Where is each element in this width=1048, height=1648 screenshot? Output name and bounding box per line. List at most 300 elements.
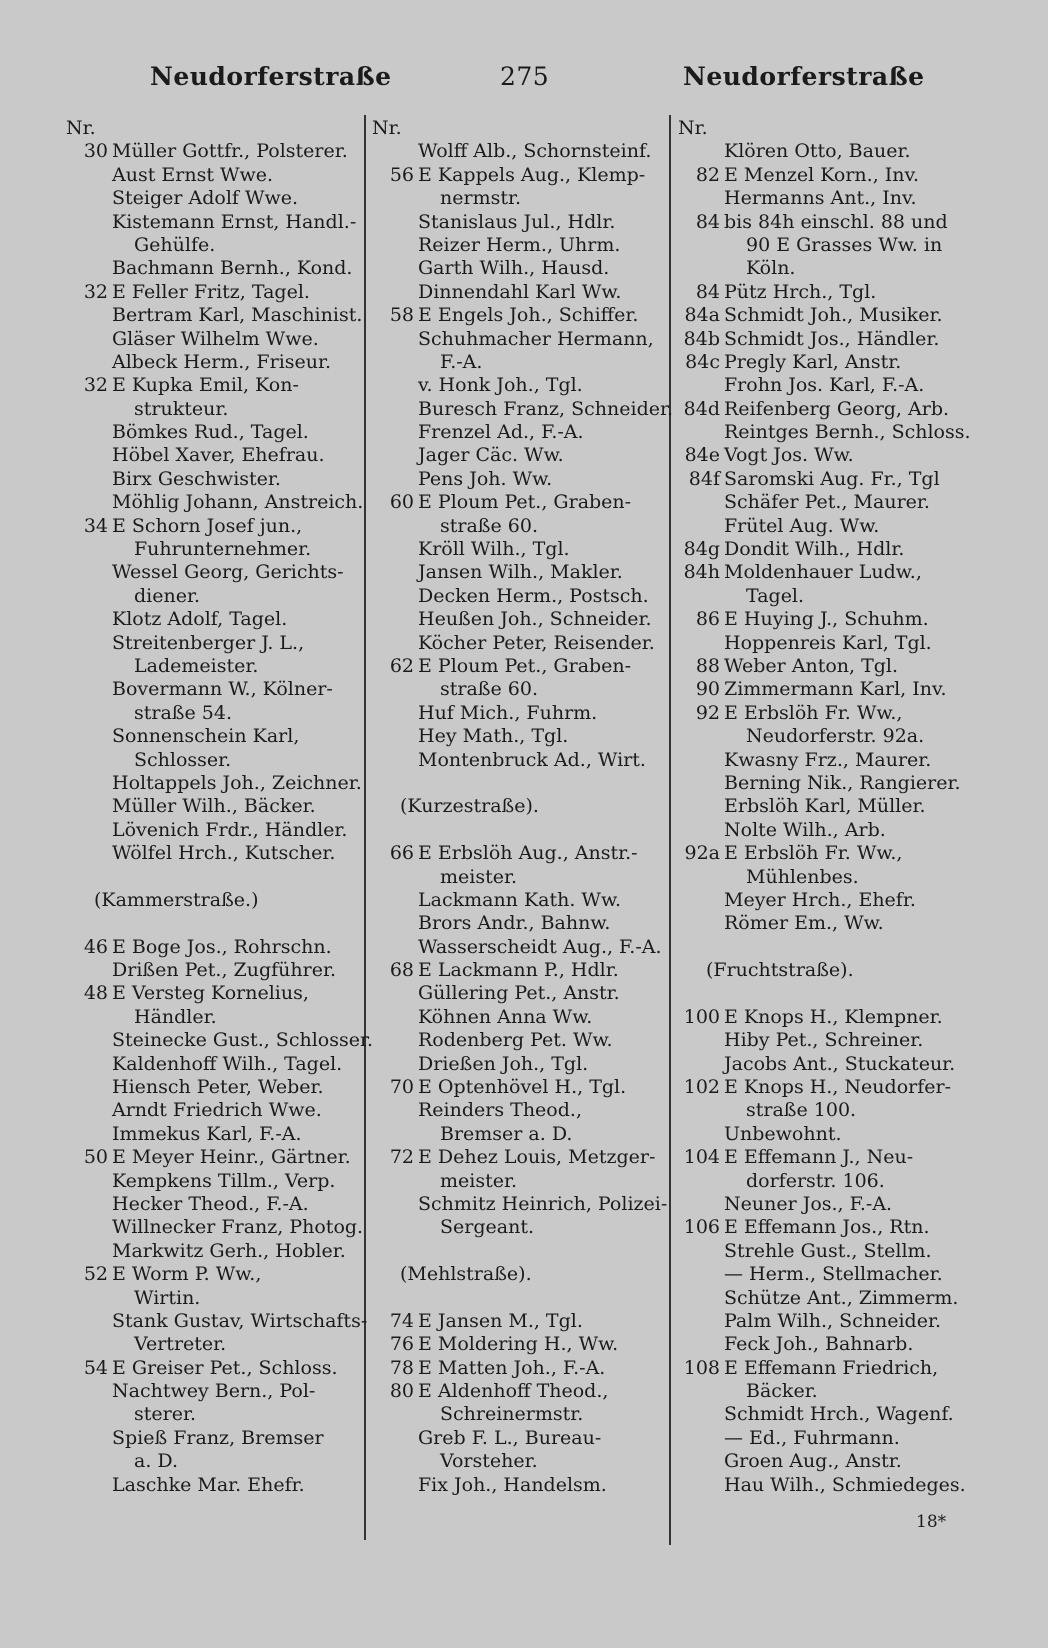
spacer <box>60 538 112 561</box>
entry-text: Kaldenhoff Wilh., Tagel. <box>112 1052 343 1075</box>
directory-entry <box>672 398 972 421</box>
house-number <box>366 608 418 631</box>
spacer <box>60 1403 112 1426</box>
directory-entry <box>672 1310 972 1333</box>
house-number <box>60 351 112 374</box>
directory-entry <box>366 140 666 163</box>
entry-text: Frohn Jos. Karl, F.-A. <box>724 374 925 397</box>
directory-entry <box>366 1193 666 1216</box>
directory-entry <box>366 959 666 982</box>
house-number <box>366 585 418 608</box>
entry-text: Höbel Xaver, Ehefrau. <box>112 444 325 467</box>
entry-text: Sonnenschein Karl, <box>112 725 300 748</box>
directory-entry <box>366 444 666 467</box>
spacer <box>60 1333 112 1356</box>
entry-continuation <box>672 234 972 257</box>
directory-entry <box>60 936 360 959</box>
house-number: 84d <box>683 397 720 420</box>
entry-text: Kwasny Frz., Maurer. <box>724 748 932 771</box>
directory-entry <box>366 842 666 865</box>
directory-entry <box>366 1333 666 1356</box>
entry-text: Birx Geschwister. <box>112 467 281 490</box>
directory-entry <box>366 281 666 304</box>
house-number: 70 <box>389 1076 414 1099</box>
directory-entry <box>672 912 972 935</box>
entry-continuation <box>60 702 360 725</box>
spacer <box>672 936 972 959</box>
directory-entry <box>60 1123 360 1146</box>
entry-text: Hiensch Peter, Weber. <box>112 1076 324 1099</box>
house-number <box>60 959 112 982</box>
directory-entry <box>672 328 972 351</box>
entry-text: E Jansen M., Tgl. <box>418 1309 583 1332</box>
entry-text: Hey Math., Tgl. <box>418 725 569 748</box>
directory-entry <box>60 1427 360 1450</box>
entry-text: Weber Anton, Tgl. <box>724 654 899 677</box>
directory-entry <box>672 1287 972 1310</box>
house-number <box>672 819 724 842</box>
house-number <box>366 1029 418 1052</box>
house-number <box>672 374 724 397</box>
house-number <box>366 444 418 467</box>
house-number <box>60 1029 112 1052</box>
entry-text: Schütze Ant., Zimmerm. <box>724 1286 959 1309</box>
house-number: 102 <box>683 1076 720 1099</box>
house-number <box>672 187 724 210</box>
house-number <box>366 1474 418 1497</box>
entry-continuation <box>672 725 972 748</box>
signature-mark: 18* <box>916 1512 947 1532</box>
directory-entry <box>672 772 972 795</box>
directory-entry <box>60 772 360 795</box>
entry-continuation <box>366 351 666 374</box>
entry-text: Schreinermstr. <box>440 1403 584 1426</box>
entry-text: Strehle Gust., Stellm. <box>724 1239 932 1262</box>
directory-entry <box>366 1006 666 1029</box>
house-number: 58 <box>389 304 414 327</box>
house-number <box>60 772 112 795</box>
entry-text: E Menzel Korn., Inv. <box>724 163 920 186</box>
entry-text: Jacobs Ant., Stuckateur. <box>724 1052 956 1075</box>
house-number <box>366 211 418 234</box>
directory-entry <box>672 749 972 772</box>
number-column-heading: Nr. <box>372 117 402 139</box>
house-number <box>672 1263 724 1286</box>
entry-text: Reinders Theod., <box>418 1099 582 1122</box>
entry-text: Bovermann W., Kölner- <box>112 678 333 701</box>
directory-entry <box>672 1450 972 1473</box>
directory-entry <box>366 1029 666 1052</box>
entry-text: diener. <box>134 584 200 607</box>
entry-text: — Ed., Fuhrmann. <box>724 1426 900 1449</box>
directory-entry <box>672 819 972 842</box>
directory-entry <box>60 1240 360 1263</box>
spacer <box>60 702 112 725</box>
entry-text: E Meyer Heinr., Gärtner. <box>112 1146 351 1169</box>
entry-text: E Matten Joh., F.-A. <box>418 1356 606 1379</box>
directory-entry <box>366 1310 666 1333</box>
entry-text: meister. <box>440 865 518 888</box>
house-number <box>60 632 112 655</box>
entry-text: Bertram Karl, Maschinist. <box>112 304 363 327</box>
entry-text: Groen Aug., Anstr. <box>724 1450 902 1473</box>
house-number <box>366 468 418 491</box>
entry-continuation <box>60 1333 360 1356</box>
column-1 <box>60 117 373 1497</box>
house-number <box>366 1006 418 1029</box>
entry-text: Fix Joh., Handelsm. <box>418 1473 607 1496</box>
house-number: 84a <box>684 304 720 327</box>
spacer <box>366 1450 418 1473</box>
house-number <box>60 211 112 234</box>
directory-entry <box>366 468 666 491</box>
directory-entry <box>366 702 666 725</box>
entry-continuation <box>672 1099 972 1122</box>
directory-entry <box>672 655 972 678</box>
house-number <box>672 795 724 818</box>
directory-entry <box>366 632 666 655</box>
house-number <box>60 1380 112 1403</box>
directory-entry <box>60 1357 360 1380</box>
directory-entry <box>366 1146 666 1169</box>
entry-text: Lackmann Kath. Ww. <box>418 888 622 911</box>
house-number <box>672 1474 724 1497</box>
entry-text: Markwitz Gerh., Hobler. <box>112 1239 346 1262</box>
entry-continuation <box>60 538 360 561</box>
entry-text: Meyer Hrch., Ehefr. <box>724 888 916 911</box>
house-number <box>672 515 724 538</box>
entry-text: Heußen Joh., Schneider. <box>418 608 652 631</box>
spacer <box>366 1170 418 1193</box>
entry-text: dorferstr. 106. <box>746 1169 885 1192</box>
entry-continuation <box>366 515 666 538</box>
entry-text: straße 60. <box>440 514 538 537</box>
directory-entry <box>60 1263 360 1286</box>
entry-text: Bremser a. D. <box>440 1122 573 1145</box>
directory-entry <box>672 1029 972 1052</box>
directory-entry <box>366 585 666 608</box>
entry-continuation <box>366 1403 666 1426</box>
house-number: 54 <box>83 1356 108 1379</box>
entry-text: Stank Gustav, Wirtschafts- <box>112 1309 368 1332</box>
entry-text: F.-A. <box>440 350 483 373</box>
entry-text: E Lackmann P., Hdlr. <box>418 959 619 982</box>
house-number <box>60 725 112 748</box>
entry-text: Köhnen Anna Ww. <box>418 1005 593 1028</box>
entry-text: Möhlig Johann, Anstreich. <box>112 491 364 514</box>
directory-entry <box>60 678 360 701</box>
spacer <box>366 1216 418 1239</box>
entry-text: E Engels Joh., Schiffer. <box>418 304 639 327</box>
entry-text: Bömkes Rud., Tagel. <box>112 421 309 444</box>
directory-entry <box>60 515 360 538</box>
spacer <box>672 1380 724 1403</box>
cross-street-heading: (Kurzestraße). <box>400 795 539 818</box>
entry-text: Jager Cäc. Ww. <box>418 444 564 467</box>
entry-continuation <box>366 678 666 701</box>
directory-entry <box>60 819 360 842</box>
entry-text: Dinnendahl Karl Ww. <box>418 280 622 303</box>
entry-text: Hermanns Ant., Inv. <box>724 187 917 210</box>
entry-text: Frütel Aug. Ww. <box>724 514 880 537</box>
entry-text: Steiger Adolf Wwe. <box>112 187 299 210</box>
entry-text: E Optenhövel H., Tgl. <box>418 1076 627 1099</box>
entry-text: Decken Herm., Postsch. <box>418 584 649 607</box>
house-number <box>60 1123 112 1146</box>
directory-entry <box>672 211 972 234</box>
house-number: 68 <box>389 959 414 982</box>
house-number <box>672 1123 724 1146</box>
directory-entry <box>672 1333 972 1356</box>
spacer <box>60 234 112 257</box>
entry-text: E Effemann Friedrich, <box>724 1356 939 1379</box>
house-number <box>60 819 112 842</box>
entry-text: Palm Wilh., Schneider. <box>724 1309 941 1332</box>
entry-text: straße 100. <box>746 1099 857 1122</box>
directory-entry <box>672 1240 972 1263</box>
entry-text: 90 E Grasses Ww. in <box>746 233 943 256</box>
entry-text: Steinecke Gust., Schlosser. <box>112 1029 373 1052</box>
house-number <box>366 982 418 1005</box>
directory-entry <box>60 1170 360 1193</box>
directory-entry <box>672 842 972 865</box>
directory-entry <box>672 632 972 655</box>
house-number <box>60 328 112 351</box>
spacer <box>672 982 972 1005</box>
entry-text: Zimmermann Karl, Inv. <box>724 678 947 701</box>
house-number <box>672 1310 724 1333</box>
directory-entry <box>672 702 972 725</box>
entry-text: Vorsteher. <box>440 1450 538 1473</box>
house-number <box>366 1427 418 1450</box>
directory-entry <box>366 725 666 748</box>
directory-entry <box>60 632 360 655</box>
entry-text: Stanislaus Jul., Hdlr. <box>418 210 616 233</box>
directory-entry <box>60 1099 360 1122</box>
spacer <box>672 1170 724 1193</box>
entry-text: Reizer Herm., Uhrm. <box>418 233 621 256</box>
entry-text: E Huying J., Schuhm. <box>724 608 929 631</box>
entry-text: Wolff Alb., Schornsteinf. <box>418 140 652 163</box>
spacer <box>672 725 724 748</box>
entry-text: Müller Gottfr., Polsterer. <box>112 140 348 163</box>
directory-entry <box>60 795 360 818</box>
directory-entry <box>366 1076 666 1099</box>
spacer <box>60 655 112 678</box>
entry-text: Wessel Georg, Gerichts- <box>112 561 344 584</box>
entry-continuation <box>60 1287 360 1310</box>
entry-text: Schmitz Heinrich, Polizei- <box>418 1192 668 1215</box>
directory-entry <box>60 491 364 514</box>
entry-text: Neudorferstr. 92a. <box>746 725 925 748</box>
spacer <box>366 1240 666 1263</box>
directory-entry <box>366 234 666 257</box>
directory-entry <box>60 725 360 748</box>
entry-text: Hiby Pet., Schreiner. <box>724 1029 924 1052</box>
entry-text: Wasserscheidt Aug., F.-A. <box>418 935 662 958</box>
entry-text: sterer. <box>134 1403 196 1426</box>
number-column-heading: Nr. <box>678 117 708 139</box>
directory-entry <box>60 328 360 351</box>
entry-text: Albeck Herm., Friseur. <box>112 350 332 373</box>
house-number: 30 <box>83 140 108 163</box>
directory-entry <box>672 281 972 304</box>
directory-entry <box>672 187 972 210</box>
page-number: 275 <box>500 62 550 91</box>
directory-entry <box>366 1099 666 1122</box>
house-number: 92 <box>695 701 720 724</box>
directory-entry <box>672 1403 972 1426</box>
directory-entry <box>366 397 674 421</box>
entry-text: E Greiser Pet., Schloss. <box>112 1356 338 1379</box>
entry-text: Holtappels Joh., Zeichner. <box>112 771 362 794</box>
entry-text: E Knops H., Neudorfer- <box>724 1076 951 1099</box>
entry-text: E Ploum Pet., Graben- <box>418 654 632 677</box>
house-number <box>60 1240 112 1263</box>
house-number <box>60 1310 112 1333</box>
entry-text: Güllering Pet., Anstr. <box>418 982 620 1005</box>
entry-text: Neuner Jos., F.-A. <box>724 1192 893 1215</box>
entry-text: Arndt Friedrich Wwe. <box>112 1099 322 1122</box>
house-number: 84g <box>683 538 720 561</box>
spacer <box>366 1403 418 1426</box>
house-number <box>672 632 724 655</box>
entry-text: Köcher Peter, Reisender. <box>418 631 655 654</box>
directory-entry <box>366 1427 666 1450</box>
house-number <box>366 1053 418 1076</box>
entry-text: Schmidt Jos., Händler. <box>724 327 940 350</box>
house-number <box>672 1427 724 1450</box>
entry-text: Dondit Wilh., Hdlr. <box>724 538 905 561</box>
entry-text: Aust Ernst Wwe. <box>112 163 274 186</box>
house-number <box>366 328 418 351</box>
entry-text: Sergeant. <box>440 1216 534 1239</box>
directory-entry <box>672 561 972 584</box>
entry-text: Pütz Hrch., Tgl. <box>724 280 877 303</box>
spacer <box>60 1287 112 1310</box>
directory-entry <box>366 421 666 444</box>
entry-text: Rodenberg Pet. Ww. <box>418 1029 613 1052</box>
entry-text: strukteur. <box>134 397 229 420</box>
directory-entry <box>366 1474 666 1497</box>
house-number: 84h <box>683 561 720 584</box>
directory-entry <box>672 1357 972 1380</box>
spacer <box>672 585 724 608</box>
directory-entry <box>672 140 972 163</box>
house-number <box>366 912 418 935</box>
house-number <box>60 468 112 491</box>
spacer <box>366 1287 666 1310</box>
directory-entry <box>672 1263 972 1286</box>
entry-text: Tagel. <box>746 584 805 607</box>
house-number <box>366 374 418 397</box>
number-column-heading: Nr. <box>66 117 96 139</box>
house-number: 56 <box>389 163 414 186</box>
entry-continuation <box>672 866 972 889</box>
directory-entry <box>366 1380 666 1403</box>
directory-entry <box>60 444 360 467</box>
entry-text: E Kappels Aug., Klemp- <box>418 163 646 186</box>
spacer <box>60 912 360 935</box>
entry-text: Gläser Wilhelm Wwe. <box>112 327 319 350</box>
house-number: 52 <box>83 1263 108 1286</box>
entry-text: Hau Wilh., Schmiedeges. <box>724 1473 966 1496</box>
entry-text: Jansen Wilh., Makler. <box>418 561 623 584</box>
directory-entry <box>60 608 360 631</box>
directory-entry <box>60 421 360 444</box>
entry-text: Montenbruck Ad., Wirt. <box>418 748 646 771</box>
spacer <box>366 515 418 538</box>
directory-entry <box>60 561 360 584</box>
house-number: 84e <box>684 444 720 467</box>
entry-text: Händler. <box>134 1005 217 1028</box>
directory-entry <box>672 468 972 491</box>
house-number <box>672 912 724 935</box>
entry-continuation <box>60 1450 360 1473</box>
house-number <box>672 772 724 795</box>
entry-continuation <box>60 398 360 421</box>
entry-continuation <box>672 1170 972 1193</box>
spacer <box>672 866 724 889</box>
entry-text: E Boge Jos., Rohrschn. <box>112 935 332 958</box>
directory-entry <box>672 421 972 444</box>
house-number: 62 <box>389 654 414 677</box>
entry-text: Drießen Joh., Tgl. <box>418 1052 589 1075</box>
house-number <box>672 421 724 444</box>
entry-text: Schuhmacher Hermann, <box>418 327 654 350</box>
house-number <box>672 749 724 772</box>
spacer <box>366 819 666 842</box>
house-number: 46 <box>83 935 108 958</box>
house-number: 88 <box>695 654 720 677</box>
entry-text: Buresch Franz, Schneider. <box>418 397 674 420</box>
directory-entry <box>672 1006 972 1029</box>
entry-text: Vogt Jos. Ww. <box>724 444 854 467</box>
entry-text: E Ploum Pet., Graben- <box>418 491 632 514</box>
house-number <box>366 234 418 257</box>
entry-text: Immekus Karl, F.-A. <box>112 1122 302 1145</box>
directory-entry <box>672 795 972 818</box>
column-divider <box>669 115 671 1545</box>
entry-text: Huf Mich., Fuhrm. <box>418 701 598 724</box>
entry-continuation <box>672 1380 972 1403</box>
header-street-right: Neudorferstraße <box>683 62 925 91</box>
directory-entry <box>366 304 666 327</box>
directory-entry <box>672 1427 972 1450</box>
house-number <box>672 1287 724 1310</box>
directory-entry <box>672 1216 972 1239</box>
entry-continuation <box>60 1006 360 1029</box>
entry-text: Feck Joh., Bahnarb. <box>724 1333 914 1356</box>
house-number <box>60 1474 112 1497</box>
entry-text: Mühlenbes. <box>746 865 859 888</box>
directory-entry <box>366 328 666 351</box>
house-number <box>60 1193 112 1216</box>
house-number <box>672 140 724 163</box>
entry-continuation <box>60 234 360 257</box>
entry-text: E Versteg Kornelius, <box>112 982 309 1005</box>
house-number <box>366 725 418 748</box>
house-number: 106 <box>683 1216 720 1239</box>
entry-text: Spieß Franz, Bremser <box>112 1426 324 1449</box>
cross-street-heading: (Fruchtstraße). <box>706 959 854 982</box>
house-number: 76 <box>389 1333 414 1356</box>
directory-entry <box>672 1123 972 1146</box>
house-number <box>672 1193 724 1216</box>
directory-entry <box>60 140 360 163</box>
house-number <box>366 398 418 421</box>
entry-continuation <box>366 1123 666 1146</box>
